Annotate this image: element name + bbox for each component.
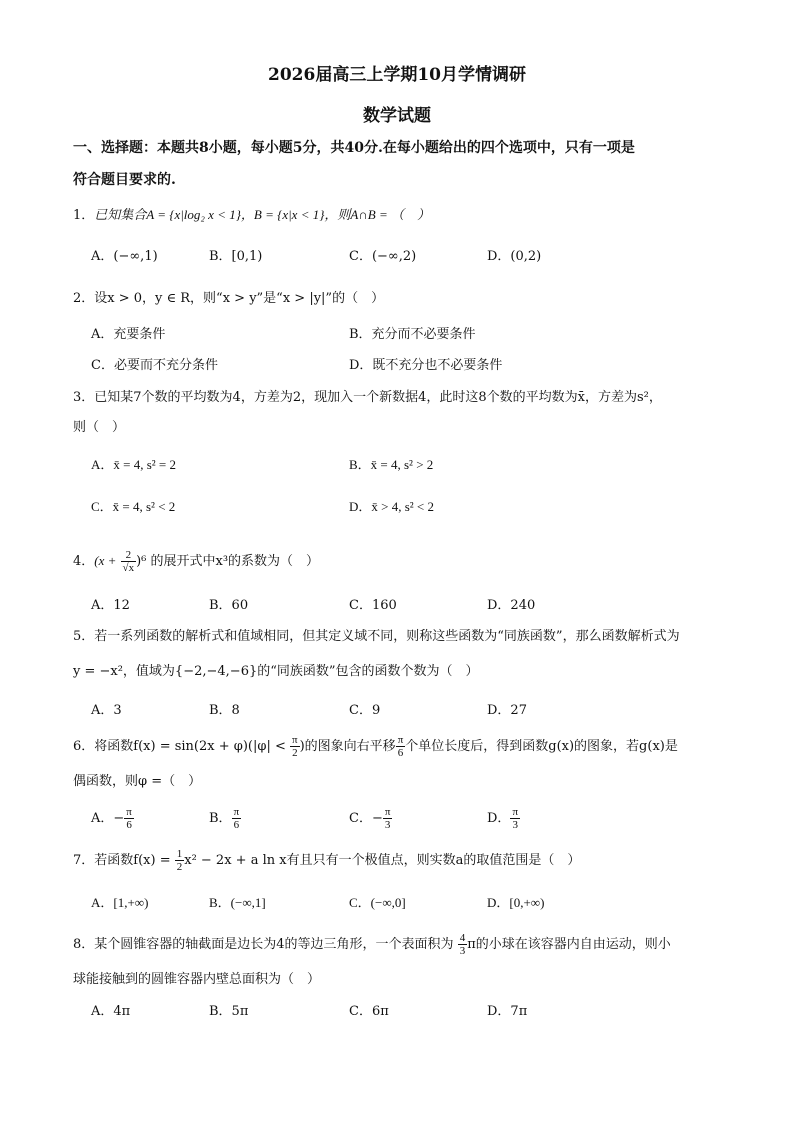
- question-1: [73, 205, 733, 226]
- option-a: A．充要条件: [91, 327, 166, 342]
- option-d: D．x̄ > 4, s² < 2: [349, 499, 435, 514]
- question-3-line2: 则（ ）: [73, 420, 126, 435]
- fraction: $\frac{\pi}{2}$: [292, 734, 298, 759]
- fraction: $\frac{1}{2}$: [176, 848, 183, 873]
- question-stem-part3: 个单位长度后，得到函数g(x)的图象，若g(x)是: [405, 739, 678, 754]
- option-c: C．160: [349, 598, 397, 613]
- option-d: D．7π: [487, 1004, 528, 1019]
- question-stem-part1: 将函数f(x) = sin(2x + φ)(|φ| <: [94, 739, 286, 754]
- option-d: D．[0,+∞): [487, 895, 545, 910]
- question-5-line2: y = −x²，值域为{−2,−4,−6}的“同族函数”包含的函数个数为（ ）: [73, 664, 479, 679]
- option-b: B．60: [209, 598, 249, 613]
- option-a: A．x̄ = 4, s² = 2: [91, 457, 177, 472]
- option-a: A．[1,+∞): [91, 895, 149, 910]
- option-b: B．8: [209, 703, 240, 718]
- option-c: C．必要而不充分条件: [91, 358, 218, 373]
- option-a: A．3: [91, 703, 122, 718]
- question-2: [73, 289, 733, 309]
- exam-subtitle: 数学试题: [363, 106, 431, 126]
- question-6-line2: 偶函数，则φ =（ ）: [73, 774, 202, 789]
- question-8-line2: 球能接触到的圆锥容器内壁总面积为（ ）: [73, 972, 321, 987]
- option-d: D．既不充分也不必要条件: [349, 358, 503, 373]
- fraction: $\frac{\pi}{3}$: [512, 806, 518, 831]
- expr-open: (x +: [94, 553, 117, 568]
- question-stem-part2: )的图象向右平移: [299, 739, 396, 754]
- fraction: $\frac{\pi}{6}$: [233, 806, 240, 831]
- question-stem: 若一系列函数的解析式和值域相同，但其定义域不同，则称这些函数为“同族函数”，那么函数解析式为: [94, 629, 680, 644]
- question-5: [73, 627, 733, 647]
- question-8: [73, 932, 733, 958]
- question-stem: 设x > 0，y ∈ R，则“x > y”是“x > |y|”的（ ）: [94, 291, 385, 306]
- question-number: 2．: [73, 291, 95, 306]
- option-b: B．充分而不必要条件: [349, 327, 476, 342]
- question-number: 7．: [73, 853, 95, 868]
- question-stem-part2: x² − 2x + a ln x有且只有一个极值点，则实数a的取值范围是（ ）: [184, 853, 581, 868]
- option-c: C．9: [349, 703, 381, 718]
- question-number: 8．: [73, 937, 95, 952]
- option-b: B． $\frac{\pi}{6}$: [209, 806, 240, 831]
- question-stem-part1: 若函数f(x) =: [94, 853, 171, 868]
- question-7: [73, 848, 733, 874]
- question-6: [73, 734, 733, 760]
- question-stem: 已知集合A = {x|log₂ x < 1}，B = {x|x < 1}，则A∩B = （ ）: [94, 207, 430, 222]
- section-heading-line2: 符合题目要求的.: [73, 172, 176, 188]
- exam-title: 2026届高三上学期10月学情调研: [268, 65, 526, 85]
- question-3: [73, 388, 733, 408]
- question-number: 1．: [73, 208, 95, 223]
- question-stem: 已知某7个数的平均数为4，方差为2，现加入一个新数据4，此时这8个数的平均数为x̄，方差为s²，: [94, 390, 662, 405]
- option-c: C．(−∞,0]: [349, 895, 406, 910]
- fraction: $\frac{\pi}{6}$: [397, 734, 404, 759]
- option-a: A．(−∞,1): [91, 249, 158, 264]
- question-stem: )⁶ 的展开式中x³的系数为（ ）: [136, 554, 320, 569]
- option-b: B．5π: [209, 1004, 249, 1019]
- option-a: A．12: [91, 598, 130, 613]
- option-b: B．[0,1): [209, 249, 263, 264]
- question-stem-part2: π的小球在该容器内自由运动，则小: [467, 937, 671, 952]
- question-number: 4．: [73, 554, 95, 569]
- option-c: C．x̄ = 4, s² < 2: [91, 499, 176, 514]
- option-c: C．− $\frac{\pi}{3}$: [349, 806, 391, 831]
- question-number: 3．: [73, 390, 95, 405]
- option-d: D． $\frac{\pi}{3}$: [487, 806, 518, 831]
- fraction: $\frac{2}{√x}$: [122, 549, 135, 574]
- fraction: $\frac{\pi}{3}$: [384, 806, 391, 831]
- option-a: A．− $\frac{\pi}{6}$: [91, 806, 132, 831]
- option-d: D．(0,2): [487, 249, 542, 264]
- fraction: $\frac{4}{3}$: [459, 932, 466, 957]
- question-4: [73, 549, 733, 574]
- option-c: C．6π: [349, 1004, 389, 1019]
- option-b: B．x̄ = 4, s² > 2: [349, 457, 434, 472]
- question-number: 6．: [73, 739, 95, 754]
- question-stem-part1: 某个圆锥容器的轴截面是边长为4的等边三角形，一个表面积为: [94, 937, 454, 952]
- option-a: A．4π: [91, 1004, 131, 1019]
- question-number: 5．: [73, 629, 95, 644]
- option-c: C．(−∞,2): [349, 249, 417, 264]
- fraction: $\frac{\pi}{6}$: [126, 806, 132, 831]
- option-d: D．240: [487, 598, 536, 613]
- section-heading-line1: 一、选择题：本题共8小题，每小题5分，共40分.在每小题给出的四个选项中，只有一项是: [73, 140, 635, 156]
- option-b: B．(−∞,1]: [209, 895, 266, 910]
- option-d: D．27: [487, 703, 527, 718]
